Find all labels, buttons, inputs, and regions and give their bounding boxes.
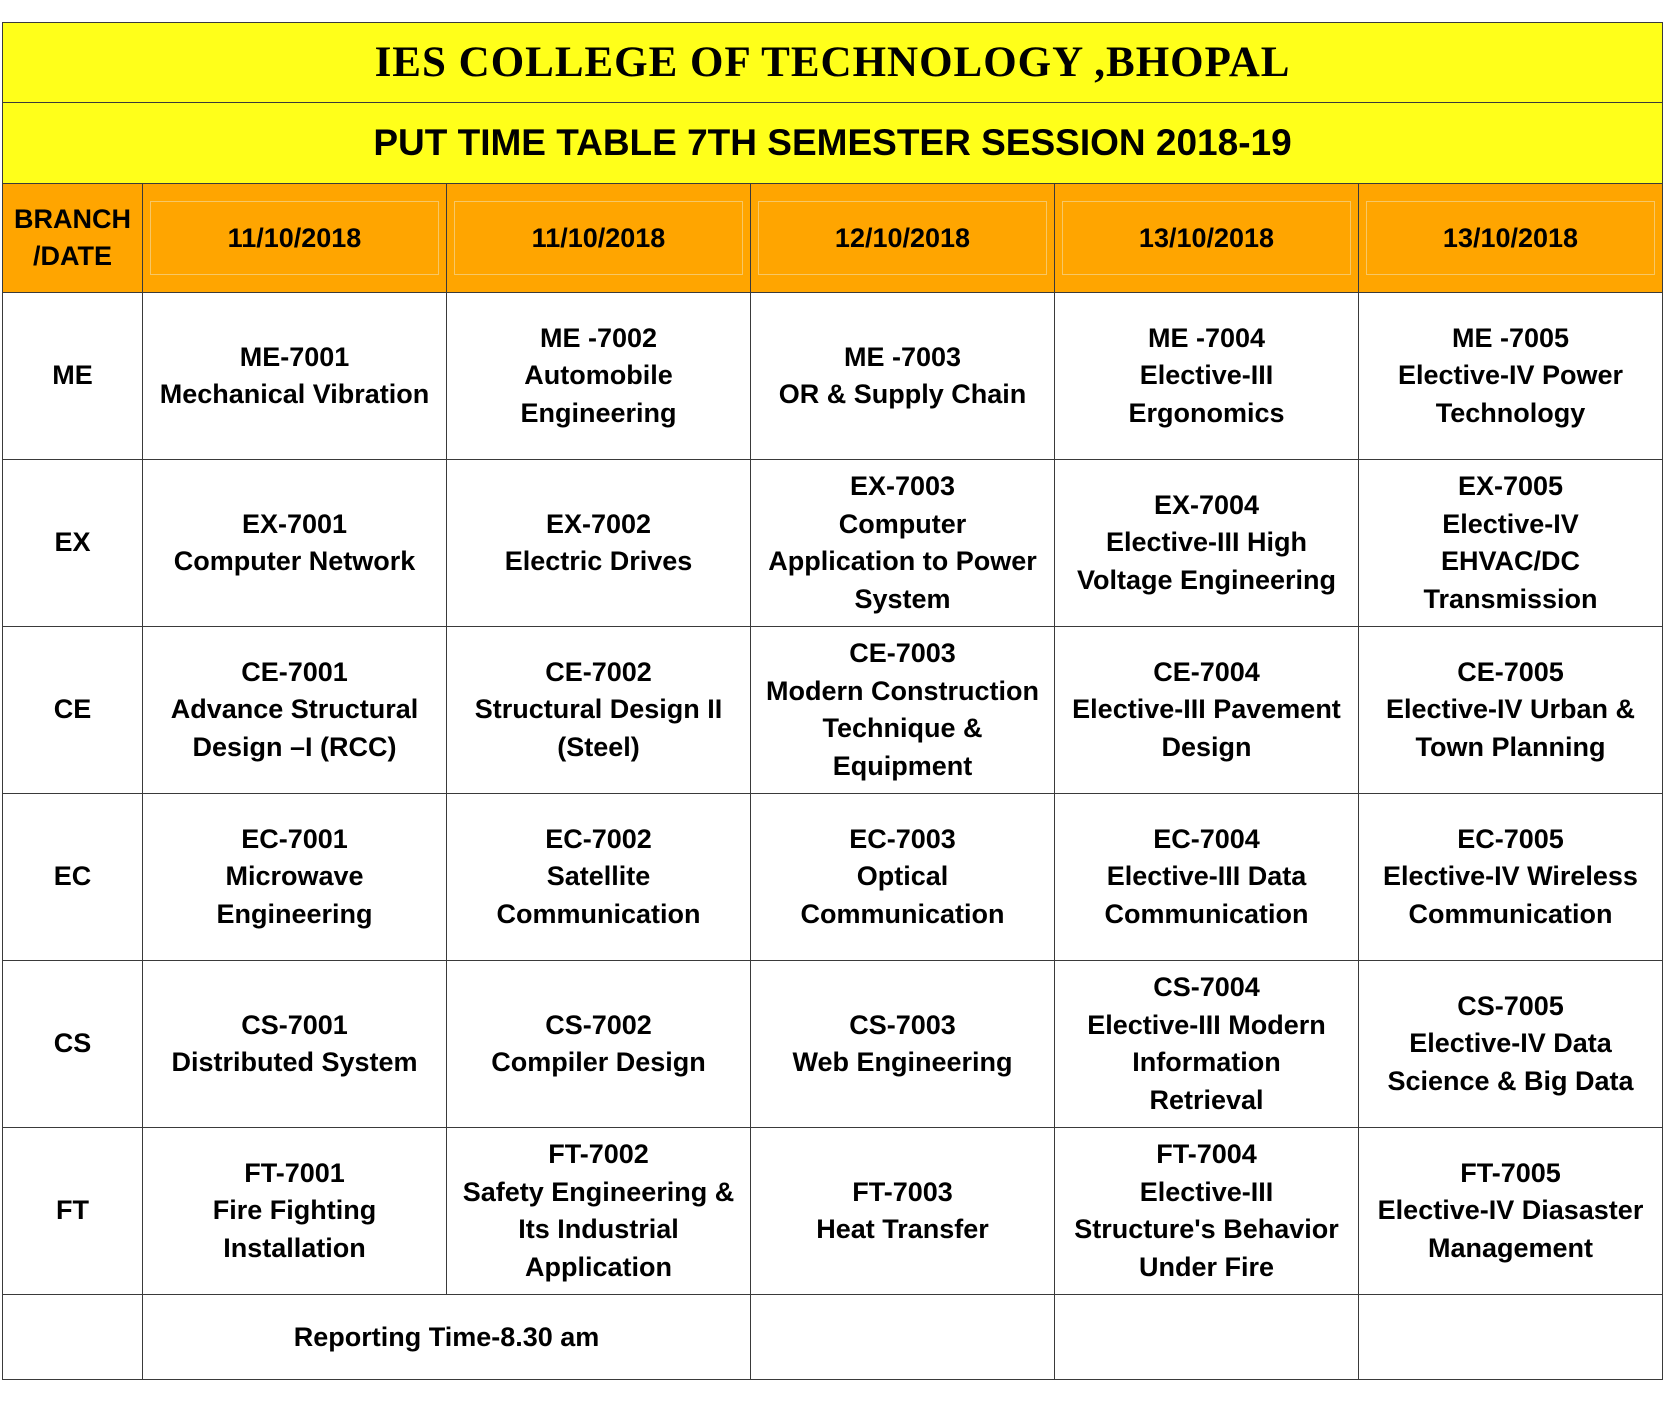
timetable-subtitle: PUT TIME TABLE 7TH SEMESTER SESSION 2018-19 [3,103,1663,184]
subject-cell [751,794,1055,961]
subject-code: EX-7002 [545,508,652,539]
subject-name-line: Microwave [225,861,364,892]
subject-cell [143,627,447,794]
subject-cell [143,460,447,627]
subject-name-line: Elective-IV Urban & [1385,694,1636,725]
branch-row [3,293,1663,460]
branch-row [3,627,1663,794]
subject-name-line: Ergonomics [1128,397,1285,428]
subject-cell [1359,1128,1663,1295]
subject-name-line: Safety Engineering & [462,1176,735,1207]
subject-name-line: Design [1161,731,1252,762]
branch-name: CE [3,627,143,794]
subject-code: EC-7005 [1457,823,1564,854]
subject-cell [143,961,447,1128]
subject-name-line: Transmission [1423,583,1598,614]
date-header-text: 11/10/2018 [150,201,439,275]
subject-code: EX-7001 [241,508,348,539]
subject-name-line: Science & Big Data [1387,1065,1634,1096]
subject-name-line: Elective-III [1139,1176,1274,1207]
branch-label: BRANCH [14,204,131,234]
subject-name-line: OR & Supply Chain [778,379,1027,409]
subject-cell [447,794,751,961]
subject-cell [1055,961,1359,1128]
subject-code: CS-7001 [241,1009,348,1040]
date-header [1359,184,1663,293]
subject-code: EC-7004 [1153,823,1260,854]
subject-name-line: Optical [856,861,949,892]
subject-name-line: Elective-III [1139,360,1274,391]
date-header-text: 13/10/2018 [1366,201,1655,275]
subject-name-line: Structure's Behavior [1074,1214,1339,1244]
subject-name-line: Elective-IV [1442,508,1579,539]
footer-row [3,1295,1663,1380]
subject-name-line: Information [1132,1047,1281,1077]
header-row [3,184,1663,293]
date-header [143,184,447,293]
subject-code: CS-7005 [1457,990,1564,1021]
subject-name-line: Elective-IV Wireless [1383,861,1638,892]
subject-code: EC-7003 [849,823,956,854]
subject-cell [1359,794,1663,961]
subject-name-line: Communication [1408,898,1613,929]
subject-name-line: Elective-III Data [1106,861,1307,892]
subject-name-line: Computer Network [173,546,416,576]
subject-code: CS-7004 [1153,972,1260,1002]
branch-name: EX [3,460,143,627]
date-header-text: 11/10/2018 [454,201,743,275]
subject-name-line: Heat Transfer [816,1214,989,1244]
subject-code: CS-7002 [545,1009,652,1040]
subject-code: FT-7004 [1156,1139,1257,1169]
subtitle-row [3,103,1663,184]
subject-cell [751,460,1055,627]
subject-name-line: Installation [223,1232,366,1263]
subject-name-line: Satellite [546,861,651,892]
subject-code: FT-7003 [852,1176,953,1207]
subject-name-line: Communication [1104,898,1309,929]
timetable-body [3,293,1663,1295]
subject-name-line: Distributed System [171,1047,418,1077]
subject-cell [1055,460,1359,627]
branch-name: FT [3,1128,143,1295]
subject-name-line: Advance Structural [170,694,419,725]
branch-name: CS [3,961,143,1128]
subject-name-line: Engineering [520,397,677,428]
subject-cell [1055,627,1359,794]
subject-name-line: Technique & [822,713,983,743]
footer-empty-cell [1055,1295,1359,1380]
subject-name-line: Elective-III High [1105,527,1308,558]
subject-cell [1359,961,1663,1128]
subject-cell [1055,794,1359,961]
subject-cell [1359,293,1663,460]
subject-name-line: EHVAC/DC [1440,546,1580,576]
subject-cell [143,1128,447,1295]
subject-name-line: Application to Power [768,546,1037,576]
branch-date-header [3,184,143,293]
subject-name-line: Communication [800,898,1005,929]
subject-name-line: Fire Fighting [212,1195,377,1226]
subject-name-line: Computer [838,508,967,539]
subject-name-line: Its Industrial [518,1214,679,1244]
subject-code: ME -7003 [843,341,962,372]
subject-cell [447,293,751,460]
branch-row [3,961,1663,1128]
subject-name-line: Structural Design II [474,694,723,725]
subject-cell [447,627,751,794]
date-header-text: 13/10/2018 [1062,201,1351,275]
subject-cell [447,961,751,1128]
subject-code: EX-7004 [1153,489,1260,520]
subject-name-line: Mechanical Vibration [159,379,430,409]
date-header [751,184,1055,293]
subject-code: CE-7001 [241,656,348,687]
subject-cell [751,961,1055,1128]
subject-name-line: Management [1427,1232,1594,1263]
subject-code: ME -7005 [1451,322,1570,353]
subject-name-line: Voltage Engineering [1076,564,1337,595]
subject-cell [1359,627,1663,794]
college-title: IES COLLEGE OF TECHNOLOGY ,BHOPAL [3,23,1663,103]
subject-name-line: Electric Drives [504,546,693,576]
subject-name-line: Elective-III Modern [1087,1009,1326,1040]
subject-code: FT-7001 [244,1157,345,1188]
subject-code: ME-7001 [239,341,350,372]
branch-row [3,1128,1663,1295]
footer-empty-cell [751,1295,1055,1380]
subject-cell [447,460,751,627]
subject-name-line: Compiler Design [491,1047,706,1077]
branch-row [3,794,1663,961]
subject-cell [143,794,447,961]
subject-cell [751,627,1055,794]
subject-name-line: Elective-IV Diasaster [1377,1195,1644,1226]
branch-name: EC [3,794,143,961]
subject-cell [447,1128,751,1295]
subject-code: EX-7005 [1457,471,1564,501]
subject-name-line: Design –I (RCC) [192,731,397,762]
subject-name-line: Automobile [524,360,673,391]
subject-code: CE-7004 [1153,656,1260,687]
subject-code: FT-7002 [548,1139,649,1169]
subject-name-line: Web Engineering [792,1047,1013,1077]
subject-name-line: Under Fire [1138,1251,1275,1282]
subject-code: CS-7003 [849,1009,956,1040]
subject-code: CE-7002 [545,656,652,687]
subject-cell [1055,1128,1359,1295]
subject-code: FT-7005 [1460,1157,1561,1188]
branch-row [3,460,1663,627]
branch-name: ME [3,293,143,460]
subject-cell [1055,293,1359,460]
date-header [447,184,751,293]
title-row [3,23,1663,103]
date-header [1055,184,1359,293]
subject-name-line: Elective-III Pavement [1072,694,1341,725]
subject-name-line: Engineering [216,898,373,929]
timetable [2,22,1663,1380]
subject-cell [751,293,1055,460]
subject-name-line: System [854,583,951,614]
subject-name-line: Communication [496,898,701,929]
subject-cell [143,293,447,460]
subject-code: EC-7001 [241,823,348,854]
subject-code: CE-7003 [849,638,956,668]
subject-name-line: (Steel) [557,731,640,762]
subject-name-line: Technology [1435,397,1586,428]
subject-code: ME -7002 [539,322,658,353]
reporting-time: Reporting Time-8.30 am [143,1295,751,1380]
subject-code: ME -7004 [1147,322,1266,353]
subject-name-line: Modern Construction [766,675,1039,706]
date-label: /DATE [33,241,112,271]
subject-cell [1359,460,1663,627]
subject-name-line: Town Planning [1415,731,1606,762]
footer-empty-cell [3,1295,143,1380]
subject-name-line: Retrieval [1149,1084,1264,1115]
subject-name-line: Application [525,1251,672,1282]
subject-name-line: Elective-IV Power [1397,360,1624,391]
footer-empty-cell [1359,1295,1663,1380]
date-header-text: 12/10/2018 [758,201,1047,275]
subject-name-line: Equipment [832,750,973,781]
subject-code: CE-7005 [1457,656,1564,687]
subject-cell [751,1128,1055,1295]
subject-code: EC-7002 [545,823,652,854]
subject-name-line: Elective-IV Data [1409,1028,1612,1059]
subject-code: EX-7003 [849,471,956,501]
